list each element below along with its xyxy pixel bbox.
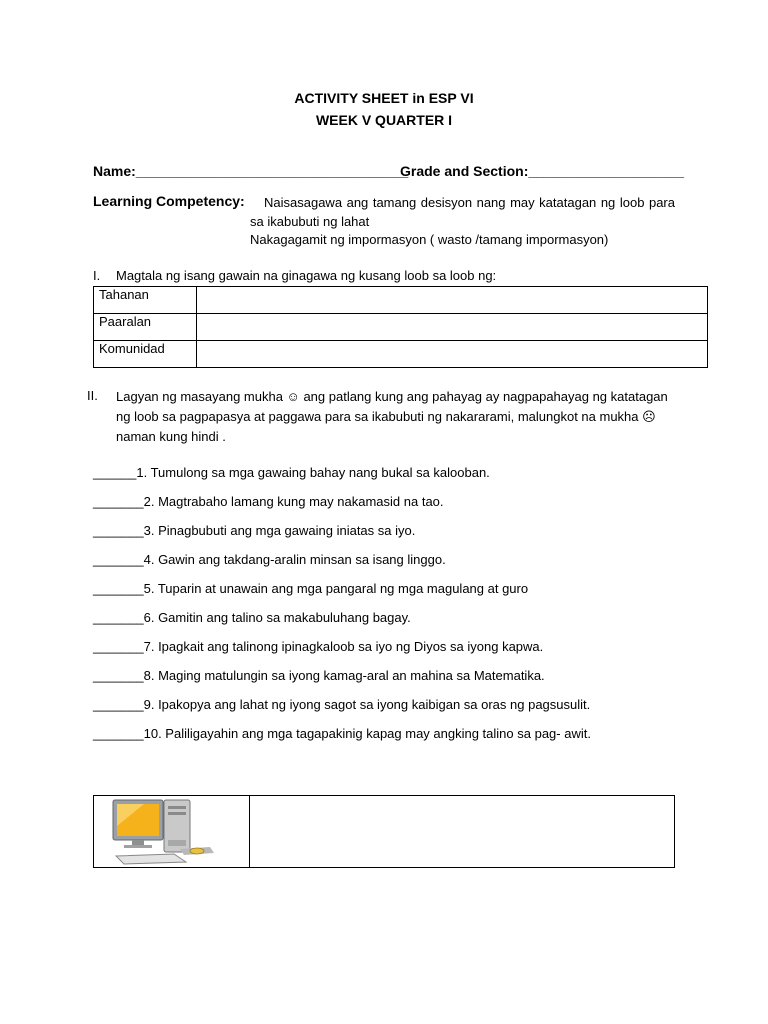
table-row	[94, 314, 708, 341]
row-label-paaralan: Paaralan	[94, 314, 197, 341]
name-field-label: Name:___________________________________	[93, 163, 409, 179]
learning-competency-text-1: Naisasagawa ang tamang desisyon nang may katatagan ng loob para sa ikabubuti ng lahat	[250, 195, 675, 229]
learning-competency-label: Learning Competency:	[93, 193, 245, 209]
answer-cell-paaralan[interactable]	[197, 314, 708, 341]
list-item: _______6. Gamitin ang talino sa makabuluhang bagay.	[93, 610, 411, 625]
list-item: _______3. Pinagbubuti ang mga gawaing iniatas sa iyo.	[93, 523, 416, 538]
computer-image-cell	[94, 796, 250, 868]
list-item: _______2. Magtrabaho lamang kung may nakamasid na tao.	[93, 494, 444, 509]
table-row	[94, 796, 675, 868]
list-item: ______1. Tumulong sa mga gawaing bahay nang bukal sa kalooban.	[93, 465, 490, 480]
list-item: _______4. Gawin ang takdang-aralin minsan sa isang linggo.	[93, 552, 446, 567]
footer-table	[93, 795, 675, 868]
list-item: _______9. Ipakopya ang lahat ng iyong sagot sa iyong kaibigan sa oras ng pagsusulit.	[93, 697, 591, 712]
part1-instruction: Magtala ng isang gawain na ginagawa ng kusang loob sa loob ng:	[116, 268, 497, 283]
part2-instruction: Lagyan ng masayang mukha ☺ ang patlang kung ang pahayag ay nagpapahayag ng katatagan ng loob sa pagpapasya at paggawa para sa ikabubuti ng nakararami, malungkot na mukha ☹ naman kung hindi .	[116, 389, 668, 444]
list-item: _______10. Paliligayahin ang mga tagapakinig kapag may angking talino sa pag- awit.	[93, 726, 591, 741]
learning-competency-text-2: Nakagagamit ng impormasyon ( wasto /tamang impormasyon)	[250, 232, 609, 247]
answer-cell-tahanan[interactable]	[197, 287, 708, 314]
list-item: _______8. Maging matulungin sa iyong kamag-aral an mahina sa Matematika.	[93, 668, 545, 683]
grade-section-field-label: Grade and Section:____________________	[400, 163, 685, 179]
part1-numeral: I.	[93, 268, 101, 283]
worksheet-title: ACTIVITY SHEET in ESP VI	[294, 90, 474, 106]
answer-cell-komunidad[interactable]	[197, 341, 708, 368]
table-row	[94, 287, 708, 314]
answer-box[interactable]	[250, 796, 675, 868]
worksheet-subtitle: WEEK V QUARTER I	[315, 112, 453, 128]
list-item: _______7. Ipagkait ang talinong ipinagkaloob sa iyo ng Diyos sa iyong kapwa.	[93, 639, 544, 654]
list-item: _______5. Tuparin at unawain ang mga pangaral ng mga magulang at guro	[93, 581, 529, 596]
part1-table	[93, 286, 708, 368]
part2-numeral: II.	[87, 388, 98, 403]
table-row	[94, 341, 708, 368]
row-label-komunidad: Komunidad	[94, 341, 197, 368]
row-label-tahanan: Tahanan	[94, 287, 197, 314]
computer-icon	[94, 796, 249, 867]
